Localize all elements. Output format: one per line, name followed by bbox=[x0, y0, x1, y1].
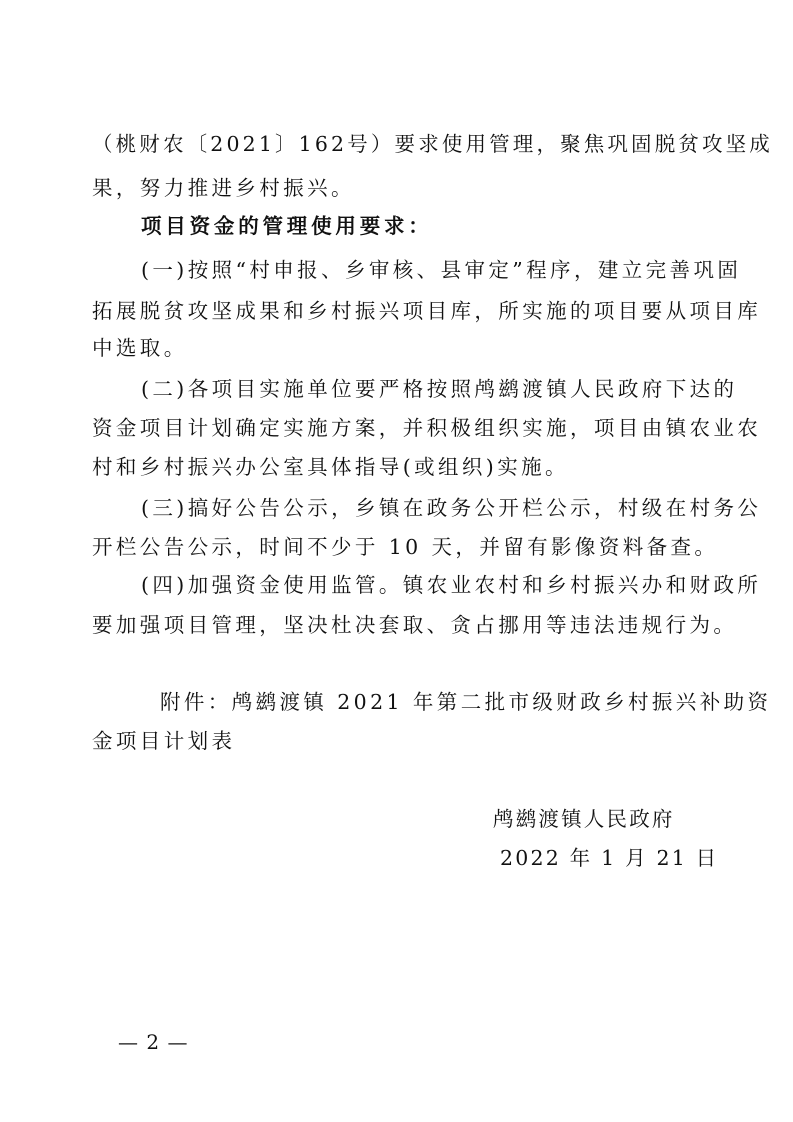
page-number: — 2 — bbox=[118, 1030, 189, 1054]
attachment-line-1: 附件：鸬鹚渡镇 2021 年第二批市级财政乡村振兴补助资 bbox=[160, 690, 772, 714]
attachment-line-2: 金项目计划表 bbox=[92, 729, 236, 753]
intro-line-1: （桃财农〔2021〕162号）要求使用管理，聚焦巩固脱贫攻坚成 bbox=[92, 132, 773, 156]
item-4-line-2: 要加强项目管理，坚决杜决套取、贪占挪用等违法违规行为。 bbox=[92, 613, 738, 637]
item-4-line-1: (四)加强资金使用监管。镇农业农村和乡村振兴办和财政所 bbox=[141, 573, 762, 597]
item-1-line-1: (一)按照“村申报、乡审核、县审定”程序，建立完善巩固 bbox=[141, 258, 742, 282]
intro-line-2: 果，努力推进乡村振兴。 bbox=[92, 176, 355, 200]
item-2-line-1: (二)各项目实施单位要严格按照鸬鹚渡镇人民政府下达的 bbox=[141, 377, 738, 401]
item-3-line-2: 开栏公告公示，时间不少于 10 天，并留有影像资料备查。 bbox=[92, 535, 719, 559]
item-2-line-2: 资金项目计划确定实施方案，并积极组织实施，项目由镇农业农 bbox=[92, 416, 762, 440]
item-1-line-2: 拓展脱贫攻坚成果和乡村振兴项目库，所实施的项目要从项目库 bbox=[92, 299, 762, 323]
signature-date: 2022 年 1 月 21 日 bbox=[500, 846, 719, 870]
item-3-line-1: (三)搞好公告公示，乡镇在政务公开栏公示，村级在村务公 bbox=[141, 496, 762, 520]
section-heading: 项目资金的管理使用要求： bbox=[141, 214, 433, 238]
signature-org: 鸬鹚渡镇人民政府 bbox=[493, 807, 675, 831]
item-2-line-3: 村和乡村振兴办公室具体指导(或组织)实施。 bbox=[92, 455, 569, 479]
item-1-line-3: 中选取。 bbox=[92, 336, 188, 360]
